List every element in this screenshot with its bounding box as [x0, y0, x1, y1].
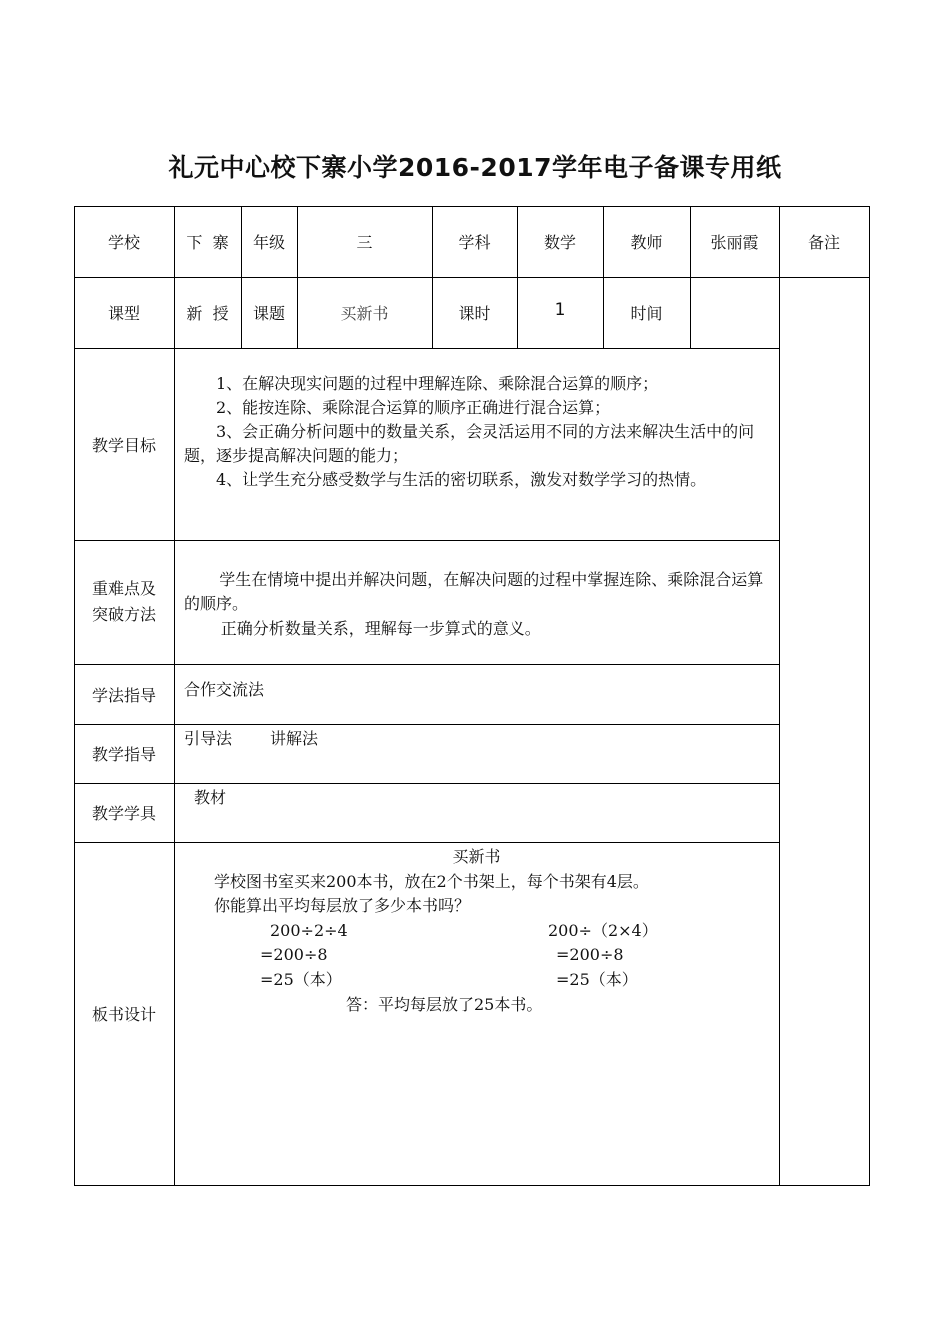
board-left-step: 200÷2÷4	[270, 921, 348, 940]
lesson-plan-table	[74, 206, 870, 1186]
objectives-list	[184, 372, 772, 492]
key-points-para1: 学生在情境中提出并解决问题，在解决问题的过程中掌握连除、乘除混合运算的顺序。	[184, 570, 764, 613]
board-right-step: =200÷8	[556, 945, 624, 964]
period-label: 课时	[458, 304, 491, 323]
objectives-label: 教学目标	[91, 435, 156, 455]
subject-label: 学科	[458, 233, 491, 252]
remarks-label: 备注	[807, 233, 840, 252]
board-answer: 答：平均每层放了25本书。	[346, 995, 543, 1014]
board-problem-line1: 学校图书室买来200本书，放在2个书架上，每个书架有4层。	[214, 872, 649, 891]
teaching-method-value1: 引导法	[184, 729, 233, 748]
period-value: 1	[554, 299, 566, 320]
study-method-value: 合作交流法	[184, 680, 265, 699]
topic-label: 课题	[252, 304, 285, 323]
school-value: 下 寨	[186, 233, 229, 252]
teaching-method-label: 教学指导	[91, 745, 156, 764]
board-left-step: =25（本）	[260, 970, 342, 989]
teacher-label: 教师	[630, 233, 663, 252]
study-method-label: 学法指导	[91, 685, 156, 705]
grade-label: 年级	[252, 233, 285, 252]
objective-item: 3、会正确分析问题中的数量关系，会灵活运用不同的方法来解决生活中的问题，逐步提高解决问题的能力；	[184, 422, 755, 465]
key-points-label-line2: 突破方法	[91, 605, 156, 624]
board-left-step: =200÷8	[260, 945, 328, 964]
subject-value: 数学	[543, 233, 576, 252]
topic-value: 买新书	[340, 304, 389, 323]
board-problem-line2: 你能算出平均每层放了多少本书吗？	[214, 896, 471, 915]
page-title: 礼元中心校下寨小学2016-2017学年电子备课专用纸	[168, 153, 782, 182]
lesson-type-value: 新 授	[186, 304, 229, 323]
teaching-aids-label: 教学学具	[91, 804, 156, 823]
board-design-label: 板书设计	[91, 1005, 156, 1024]
objective-item: 4、让学生充分感受数学与生活的密切联系，激发对数学学习的热情。	[216, 470, 707, 489]
key-points-label-line1: 重难点及	[91, 579, 156, 598]
lesson-type-label: 课型	[107, 304, 140, 323]
time-label: 时间	[630, 304, 663, 323]
teacher-value: 张丽霞	[710, 233, 759, 252]
board-right-step: 200÷（2×4）	[548, 921, 658, 940]
objective-item: 1、在解决现实问题的过程中理解连除、乘除混合运算的顺序；	[216, 374, 659, 393]
key-points-para2: 正确分析数量关系，理解每一步算式的意义。	[220, 619, 541, 638]
objective-item: 2、能按连除、乘除混合运算的顺序正确进行混合运算；	[216, 398, 611, 417]
school-label: 学校	[107, 233, 140, 252]
board-heading: 买新书	[452, 847, 501, 866]
teaching-method-value2: 讲解法	[270, 729, 319, 748]
time-value	[690, 277, 779, 348]
grade-value: 三	[356, 233, 373, 252]
key-points-label	[74, 540, 174, 664]
board-right-step: =25（本）	[556, 970, 638, 989]
teaching-aids-value: 教材	[194, 788, 227, 807]
